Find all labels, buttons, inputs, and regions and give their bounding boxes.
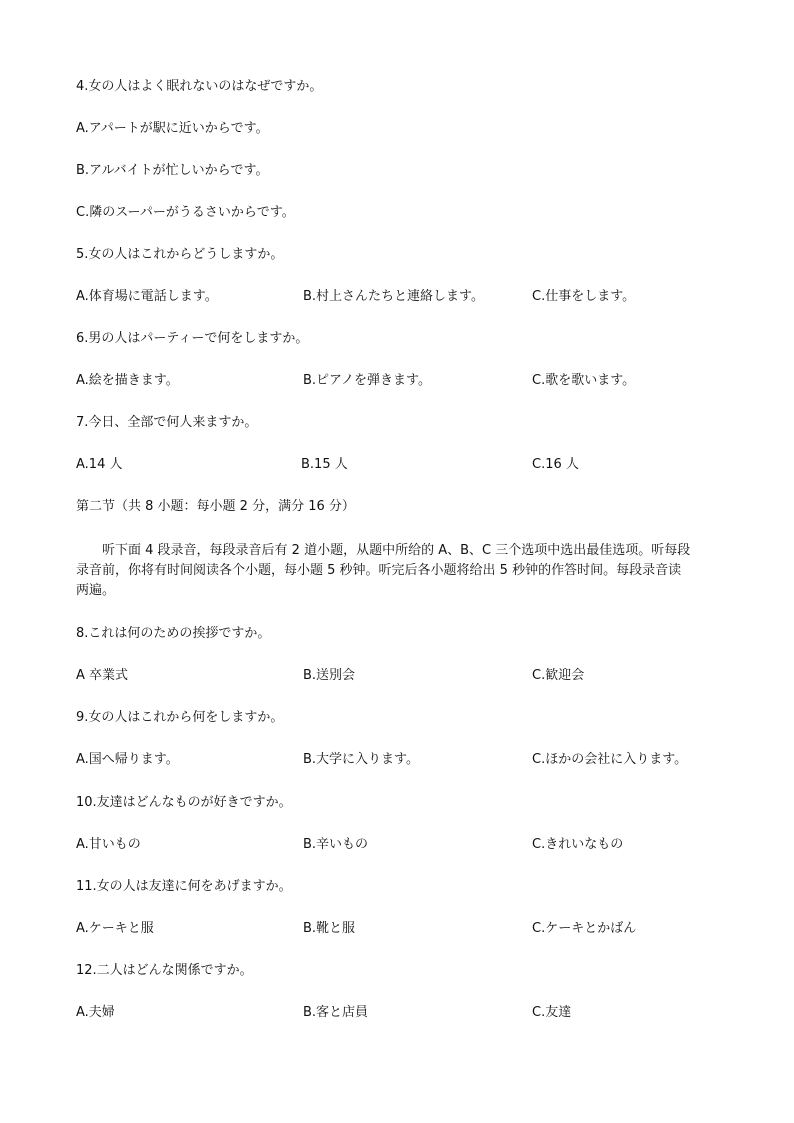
question-6: 6.男の人はパーティーで何をしますか。 — [76, 331, 309, 346]
q9-option-b: B.大学に入ります。 — [303, 752, 420, 767]
q11-option-c: C.ケーキとかばん — [532, 921, 637, 936]
q10-option-a: A.甘いもの — [76, 837, 141, 852]
q8-option-c: C.歓迎会 — [532, 668, 585, 683]
q4-option-b: B.アルバイトが忙しいからです。 — [76, 163, 269, 178]
section-2-instructions — [76, 541, 726, 601]
q10-option-c: C.きれいなもの — [532, 837, 624, 852]
q8-option-a: A 卒業式 — [76, 668, 129, 683]
q6-option-b: B.ピアノを弾きます。 — [303, 373, 431, 388]
q10-option-b: B.辛いもの — [303, 837, 369, 852]
q9-option-c: C.ほかの会社に入ります。 — [532, 752, 688, 767]
q8-option-b: B.送別会 — [303, 668, 356, 683]
q11-option-a: A.ケーキと服 — [76, 921, 154, 936]
q7-option-b: B.15 人 — [301, 457, 348, 472]
q5-option-b: B.村上さんたちと連絡します。 — [303, 289, 485, 304]
section-2-heading: 第二节（共 8 小题：每小题 2 分，满分 16 分） — [76, 499, 355, 514]
question-5: 5.女の人はこれからどうしますか。 — [76, 247, 284, 262]
q12-option-a: A.夫婦 — [76, 1005, 115, 1020]
question-12: 12.二人はどんな関係ですか。 — [76, 963, 253, 978]
question-9: 9.女の人はこれから何をしますか。 — [76, 710, 284, 725]
question-11: 11.女の人は友達に何をあげますか。 — [76, 879, 292, 894]
question-8: 8.これは何のための挨拶ですか。 — [76, 626, 271, 641]
question-7: 7.今日、全部で何人来ますか。 — [76, 415, 258, 430]
q6-option-a: A.絵を描きます。 — [76, 373, 179, 388]
q5-option-a: A.体育場に電話します。 — [76, 289, 218, 304]
instruction-line-2: 录音前，你将有时间阅读各个小题，每小题 5 秒钟。听完后各小题将给出 5 秒钟的作答时间。每段录音读 — [76, 563, 682, 578]
q6-option-c: C.歌を歌います。 — [532, 373, 636, 388]
q4-option-a: A.アパートが駅に近いからです。 — [76, 121, 269, 136]
q4-option-c: C.隣のスーパーがうるさいからです。 — [76, 205, 295, 220]
q12-option-b: B.客と店員 — [303, 1005, 369, 1020]
q7-option-c: C.16 人 — [532, 457, 579, 472]
instruction-line-3: 两遍。 — [76, 583, 116, 598]
instruction-line-1: 听下面 4 段录音，每段录音后有 2 道小题，从题中所给的 A、B、C 三个选项中选出最佳选项。听每段 — [102, 543, 691, 558]
q11-option-b: B.靴と服 — [303, 921, 356, 936]
question-10: 10.友達はどんなものが好きですか。 — [76, 795, 292, 810]
q7-option-a: A.14 人 — [76, 457, 123, 472]
q12-option-c: C.友達 — [532, 1005, 572, 1020]
q9-option-a: A.国へ帰ります。 — [76, 752, 179, 767]
q5-option-c: C.仕事をします。 — [532, 289, 636, 304]
question-4: 4.女の人はよく眠れないのはなぜですか。 — [76, 79, 323, 94]
